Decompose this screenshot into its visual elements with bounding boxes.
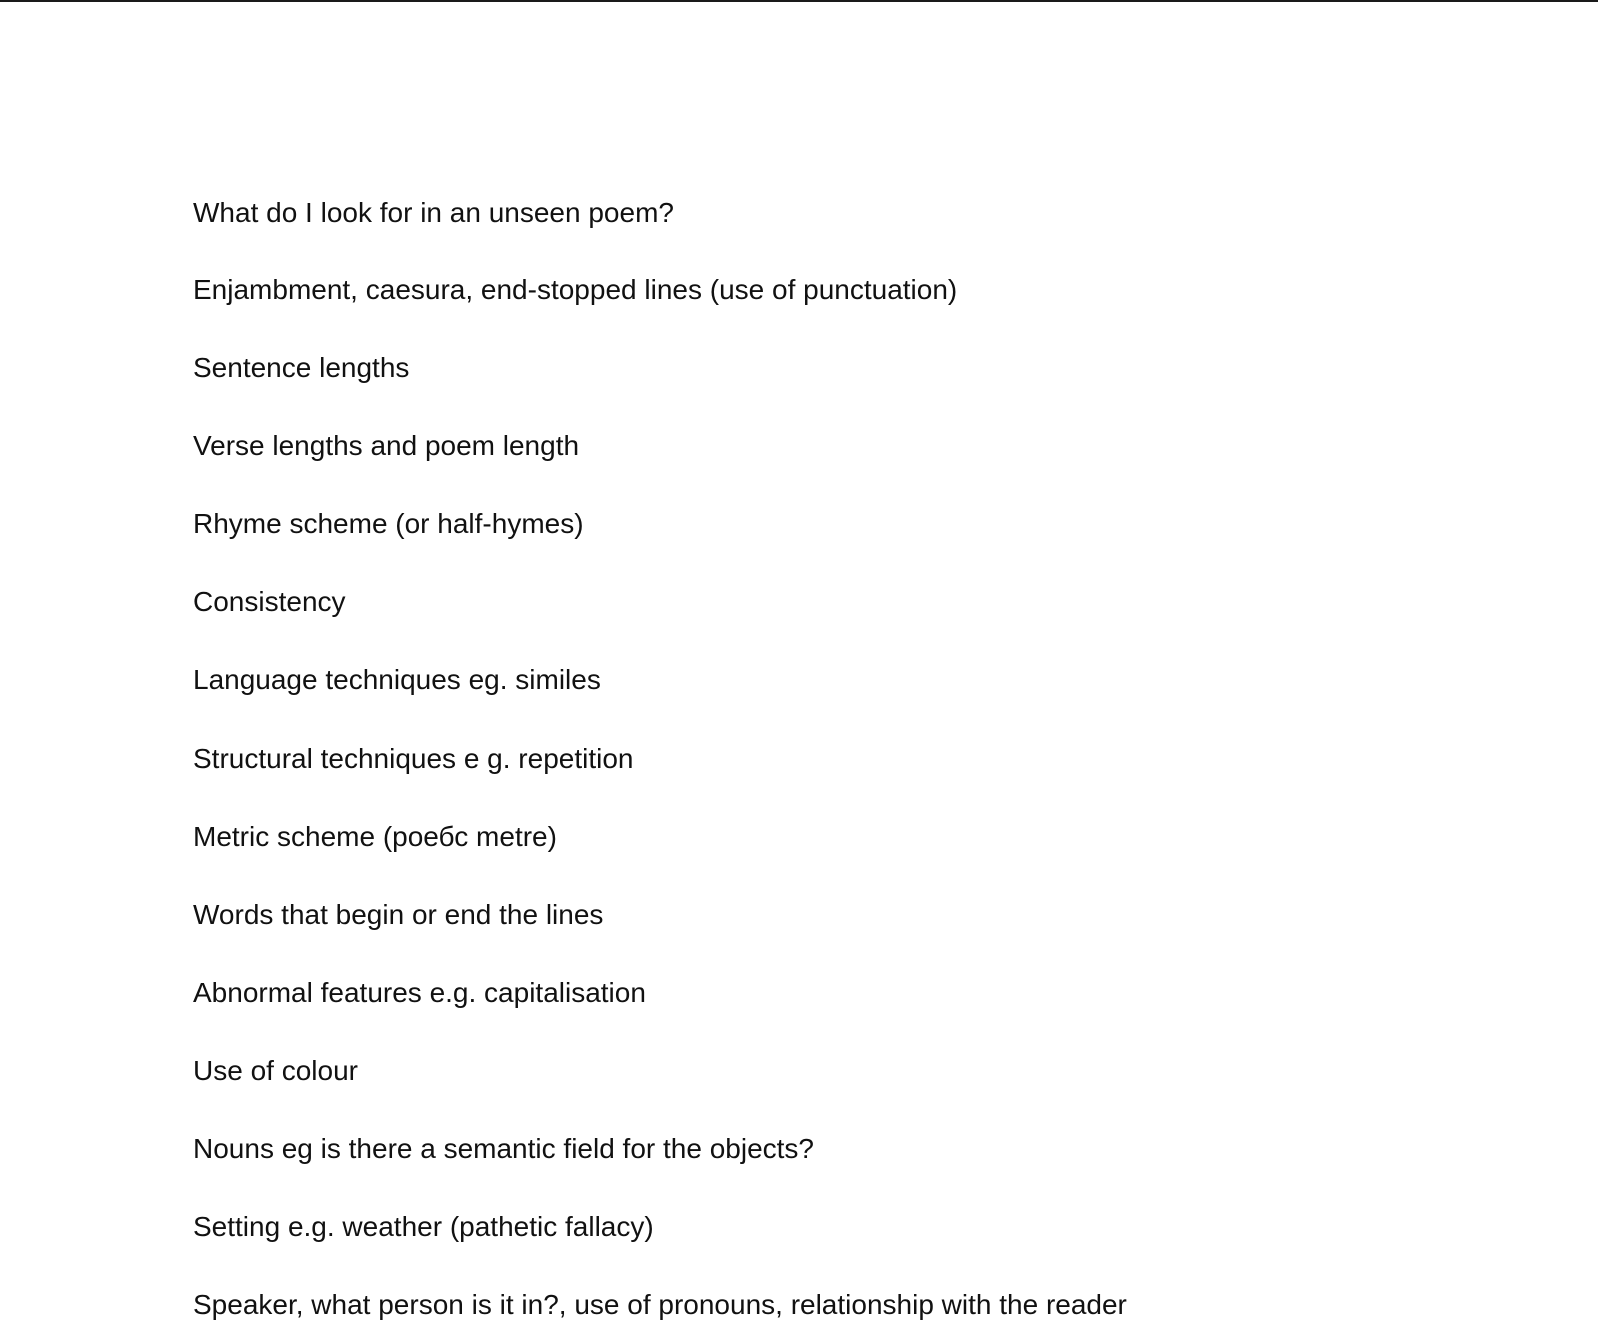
- list-item: Enjambment, caesura, end-stopped lines (use of punctuation): [193, 274, 958, 305]
- list-item: Language techniques eg. similes: [193, 664, 601, 695]
- list-item: Sentence lengths: [193, 352, 410, 383]
- list-item: Verse lengths and poem length: [193, 430, 580, 461]
- list-item: Use of colour: [193, 1055, 358, 1086]
- list-item: Structural techniques e g. repetition: [193, 743, 634, 774]
- list-item: Metric scheme (роебс metre): [193, 821, 557, 852]
- list-item: Speaker, what person is it in?, use of pronouns, relationship with the reader: [193, 1289, 1127, 1320]
- document-title: What do I look for in an unseen poem?: [193, 197, 674, 228]
- list-item: Words that begin or end the lines: [193, 899, 604, 930]
- list-item: Setting e.g. weather (pathetic fallacy): [193, 1211, 654, 1242]
- list-item: Abnormal features e.g. capitalisation: [193, 977, 646, 1008]
- list-item: Rhyme scheme (or half-hymes): [193, 508, 584, 539]
- list-item: Nouns eg is there a semantic field for the objects?: [193, 1133, 815, 1164]
- list-item: Consistency: [193, 586, 346, 617]
